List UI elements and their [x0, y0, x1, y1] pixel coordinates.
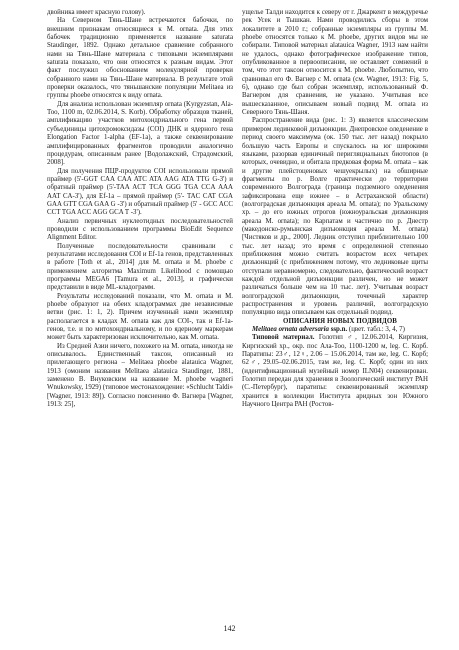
- page-number: 142: [223, 624, 236, 633]
- taxon-name: Melitaea ornata adversaria: [252, 326, 329, 334]
- type-material-text: Голотип ♂, 12.06.2014, Киргизия, Киргизский хр., окр. пос Ала-Тоо, 1100-1200 м, leg. С. Корб. Паратипы: 23♂, 12♀, 2.06 – 15.06.2014, там же, leg. С. Корб; 62♂, 29.05–02.06.2015, там же, leg. С. Корб; один из них (идентификационный музейный номер ILN04) секвенирован. Голотип передан для хранения в Зоологический институт РАН (С.-Петербург), паратипы: секвенированный экземпляр хранится в коллекции Института аридных зон Южного Научного Центра РАН (Ростов-: [242, 334, 428, 409]
- section-heading: ОПИСАНИЯ НОВЫХ ПОДВИДОВ: [283, 317, 397, 325]
- paragraph-results: Результаты исследований показали, что M. ornata и M. phoebe образуют на обеих кладограммах две независимые ветви (рис. 1: 1, 2). Причем изученный нами экземпляр располагается в кладах M. ornata как для COI-, так и Ef-1a-генов, т.е. и по митохондриальному, и по ядерному маркерам может быть характеризован исключительно, как M. ornata.: [47, 292, 233, 342]
- paragraph-north-tianshan: На Северном Тянь-Шане встречаются бабочки, по внешним признакам относящиеся к M. ornata. Для этих бабочек традиционно применяется название saturata Staudinger, 1892. Однако детальное сравнение собранного нами на Тянь-Шане материала с типовыми экземплярами saturata показало, что они относятся к разным видам. Этот факт послужил обоснованием молекулярной проверки собранного нами на Тянь-Шане материала. В результате этой проверки оказалось, что тяньшанские популяции Melitaea из группы phoebe относятся к виду ornata.: [47, 17, 233, 100]
- taxon-heading: [242, 326, 428, 334]
- type-material-label: Типовой материал.: [252, 334, 315, 342]
- taxon-author: ssp.n.: [330, 326, 348, 334]
- taxon-plate-ref: (цвет. табл.: 3, 4, 7): [348, 326, 405, 334]
- paragraph-type-material: [242, 334, 428, 409]
- paragraph-bioedit: Анализ первичных нуклеотидных последовательностей проводили с использованием программы BioEdit Sequence Alignment Editor.: [47, 217, 233, 242]
- paragraph-primers: Для получения ПЦР-продуктов COI использовали прямой праймер (5'-GGT CAA CAA ATC ATA AAG ATA TTG G-3') и обратный праймер (5'-TAA ACT TCA GGG TGA CCA AAA AAT CA-3'), для Ef-1a – прямой праймер (5'- TAC CAT CGA GAA GTT CGA GAA G -3') и обратный праймер (5' - GCC ACC CCT TGA ACC AGG GCA T -3').: [47, 167, 233, 217]
- paragraph-taldi: ущелье Талди находится к северу от г. Джаркент в междуречье рек Усек и Тышкан. Нами проводились сборы в этом локалитете в 2010 г.; собранные экземпляры из группы M. phoebe относятся только к M. phoebe, других видов мы не собирали. Типовой материал alatauica Wagner, 1913 нам найти не удалось, однако фотографическое изображение типов, опубликованное в первоописании, не оставляет сомнений в том, что этот таксон относится к M. phoebe. Любопытно, что сравнивал его Ф. Вагнер с M. ornata (см. Wagner, 1913: Fig. 5, 6), однако где был собран экземпляр, использованный Ф. Вагнером для сравнения, не указано. Учитывая все вышесказанное, описываем новый подвид M. ornata из Северного Тянь-Шаня.: [242, 9, 428, 117]
- paragraph-distribution: Распространение вида (рис. 1: 3) является классическим примером лединковой дизъюнкции. Днепровское оледенение в период своего максимума (ок. 150 тыс. лет назад) покрыло большую часть Европы и спускалось на юг широкими языками, разорвав единичный перигляциальных биотопов (в которых, очевидно, и обитала предковая форма M. ornata – как и другие плейстоценовых чешуекрылых) на обширные фрагменты по р. Волге практически до территории современного Волгограда (граница подземного оледенения зафиксирована еще южнее – в Астраханской области) (волгоградская дизъюнкция ареала M. ornata); по Уральскому хр. – до его южных отрогов (южноуральская дизъюнкция ареала M. ornata); по Карпатам и частично по р. Днестр (македонско-румынская дизъюнкция ареала M. ornata) [Чистяков и др., 2000]. Ледник отступил приблизительно 100 тыс. лет назад; это время с определенной степенью приближения можно считать возрастом всех четырех дизъюнкций (с приближением потому, что ледниковые щиты отступали неравномерно, следовательно, фактический возраст каждой отдельной дизъюнкции различен, но не может различаться больше чем на 10 тыс. лет). Учитывая возраст волгоградской дизъюнкции, точечный характер распространения и уровень различий, волгоградскую популяцию вида описываем как отдельный подвид.: [242, 117, 428, 317]
- paragraph-specimen-analysis: Для анализа использован экземпляр ornata (Kyrgyzstan, Ala-Too, 1100 m, 02.06.2014, S. Korb). Обработку образцов тканей, амплификацию участков митохондриального гена первой субъединицы цитохромоксидазы (COI) ДНК и ядерного гена Elongation Factor 1-alpha (EF-1a), а также секвенирование амплифицированных фрагментов проводили аналогично процедурам, описанным ранее [Водолажский, Страдомский, 2008].: [47, 100, 233, 167]
- paragraph-intro: двойника имеет красную голову).: [47, 9, 146, 16]
- left-column: [47, 9, 233, 410]
- paragraph-central-asia: Из Средней Азии ничего, похожего на M. ornata, никогда не описывалось. Единственный таксон, описанный из прилегающего региона – Melitaea phoebe alatauica Wagner, 1913 (омоним названия Melitaea alatauica Staudinger, 1881, заменено В. Внуковским на название M. phoebe wagneri Wnukowsky, 1929) (типовое местонахождение: «Schlucht Taldi» [Wagner, 1913: 89]). Согласно пояснению Ф. Вагнера [Wagner, 1913: 25],: [47, 342, 233, 409]
- right-column: [242, 9, 428, 410]
- paragraph-comparison: Полученные последовательности сравнивали с результатами исследования COI и Ef-1a генов, представленных в работе [Toth et al., 2014] для M. ornata и M. phoebe с применением алгоритма Maximum Likelihood с помощью программы MEGA6 [Tamura et al., 2013], и графически представили в виде ML-кладограмм.: [47, 242, 233, 292]
